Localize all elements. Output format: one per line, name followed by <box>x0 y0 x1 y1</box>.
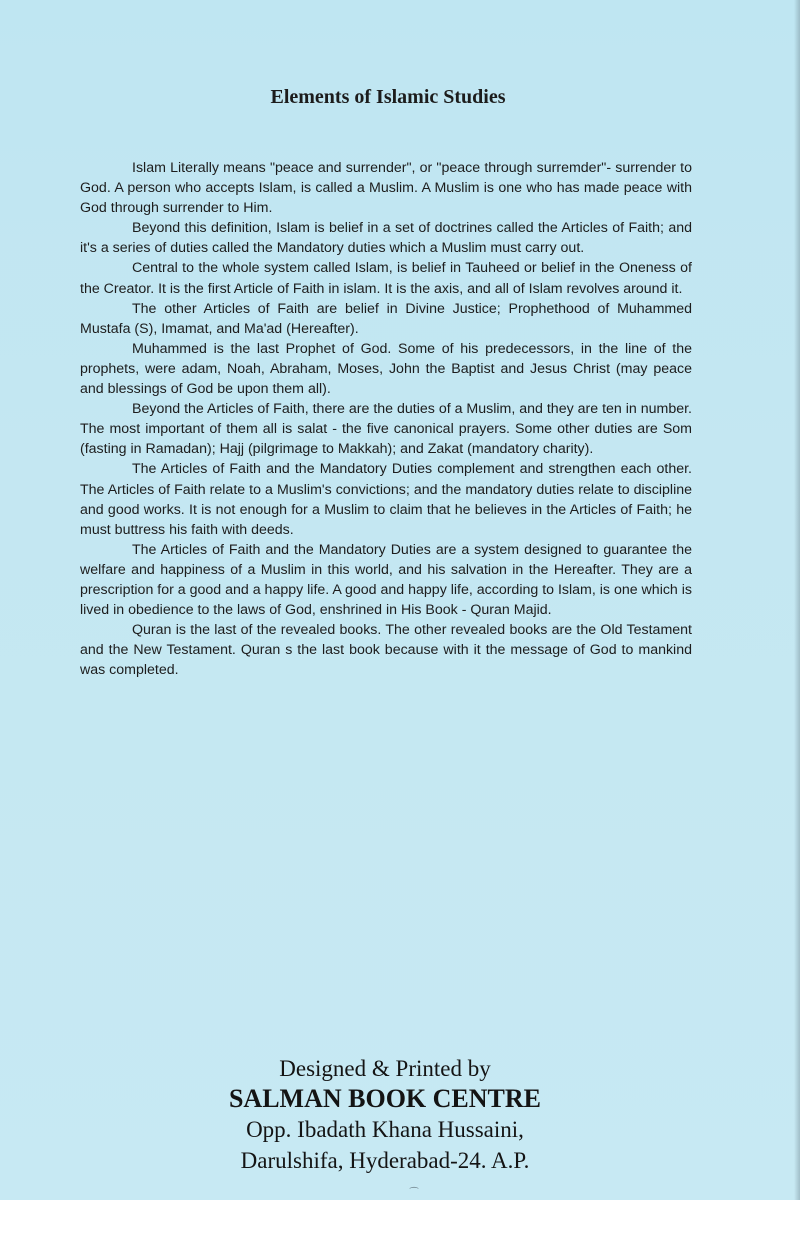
imprint-credit: Designed & Printed by <box>279 1056 491 1081</box>
publisher-name: SALMAN BOOK CENTRE <box>228 1084 542 1113</box>
paragraph: Islam Literally means "peace and surrender", or "peace through surremder"- surrender to God. A person who accepts Islam, is called a Muslim. A Muslim is one who has made peace with God through surrender to Him. <box>80 160 692 217</box>
paragraph: Beyond this definition, Islam is belief in a set of doctrines called the Articles of Faith; and it's a series of duties called the Mandatory duties which a Muslim must carry out. <box>80 220 692 257</box>
paragraph: Beyond the Articles of Faith, there are the duties of a Muslim, and they are ten in number. The most important of them all is salat - the five canonical prayers. Some other duties are Som (fasting in Ramadan); Hajj (pilgrimage to Makkah); and Zakat (mandatory charity). <box>80 401 692 458</box>
publisher-address-line: Darulshifa, Hyderabad-24. A.P. <box>240 1148 530 1173</box>
paragraph: The Articles of Faith and the Mandatory Duties are a system designed to guarantee the welfare and happiness of a Muslim in this world, and his salvation in the Hereafter. They are a prescription for a good and a happy life. A good and happy life, according to Islam, is one which is lived in obedience to the laws of God, enshrined in His Book - Quran Majid. <box>80 541 693 619</box>
paragraph: Muhammed is the last Prophet of God. Some of his predecessors, in the line of the prophets, were adam, Noah, Abraham, Moses, John the Baptist and Jesus Christ (may peace and blessings of God be upon them all). <box>80 340 692 398</box>
paragraph: Quran is the last of the revealed books. The other revealed books are the Old Testament and the New Testament. Quran s the last book because with it the message of God to mankind was completed. <box>80 622 692 679</box>
printer-mark-icon: ⁀ <box>410 1188 419 1199</box>
publisher-address-line: Opp. Ibadath Khana Hussaini, <box>246 1117 524 1142</box>
publisher-imprint <box>0 1054 770 1176</box>
book-title: Elements of Islamic Studies <box>270 86 506 108</box>
blurb-text <box>80 158 692 680</box>
paragraph: The other Articles of Faith are belief in Divine Justice; Prophethood of Muhammed Mustafa (S), Imamat, and Ma'ad (Hereafter). <box>80 300 692 337</box>
paragraph: The Articles of Faith and the Mandatory Duties complement and strengthen each other. The Articles of Faith relate to a Muslim's convictions; and the mandatory duties relate to discipline and good works. It is not enough for a Muslim to claim that he believes in the Articles of Faith; he must buttress his faith with deeds. <box>80 461 692 538</box>
paragraph: Central to the whole system called Islam, is belief in Tauheed or belief in the Oneness of the Creator. It is the first Article of Faith in islam. It is the axis, and all of Islam revolves around it. <box>80 260 692 297</box>
